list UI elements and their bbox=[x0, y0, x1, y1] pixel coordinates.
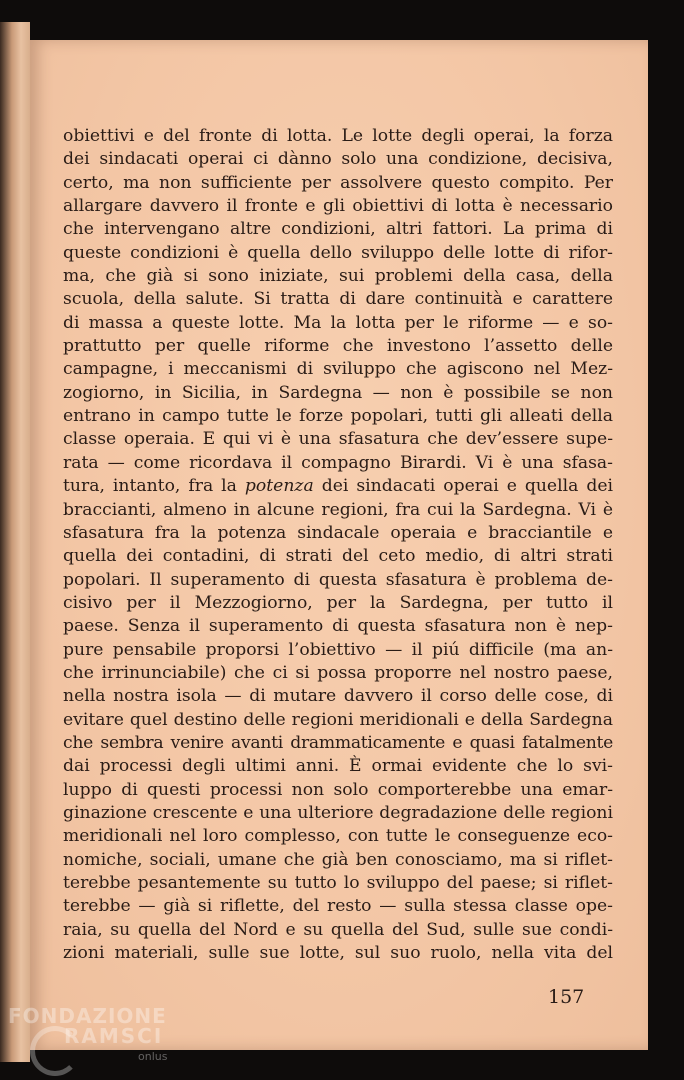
text-line: obiettivi e del fronte di lotta. Le lotte degli operai, la forza bbox=[63, 126, 613, 146]
text-line: paese. Senza il superamento di questa sfasatura non è nep- bbox=[63, 616, 613, 637]
text-line: popolari. Il superamento di questa sfasatura è problema de- bbox=[63, 569, 613, 590]
text-line: certo, ma non sufficiente per assolvere questo compito. Per bbox=[63, 172, 613, 193]
watermark-gramsci: RAMSCI bbox=[64, 1024, 164, 1048]
text-line: terebbe — già si riflette, del resto — sulla stessa classe ope- bbox=[63, 896, 613, 917]
text-line: nella nostra isola — di mutare davvero il corso delle cose, di bbox=[63, 686, 613, 707]
text-line: di massa a queste lotte. Ma la lotta per le riforme — e so- bbox=[63, 312, 613, 333]
text-line: quella dei contadini, di strati del ceto medio, di altri strati bbox=[63, 546, 613, 567]
text-line: evitare quel destino delle regioni meridionali e della Sardegna bbox=[63, 709, 613, 730]
text-line: dai processi degli ultimi anni. È ormai evidente che lo svi- bbox=[63, 756, 613, 777]
text-line: dei sindacati operai ci dànno solo una condizione, decisiva, bbox=[63, 149, 613, 170]
text-line: zogiorno, in Sicilia, in Sardegna — non è possibile se non bbox=[63, 382, 613, 403]
text-line: zioni materiali, sulle sue lotte, sul suo ruolo, nella vita del bbox=[63, 943, 613, 964]
text-line: sfasatura fra la potenza sindacale operaia e bracciantile e bbox=[63, 522, 613, 543]
text-line: cisivo per il Mezzogiorno, per la Sardegna, per tutto il bbox=[63, 592, 613, 613]
text-line: luppo di questi processi non solo comporterebbe una emar- bbox=[63, 779, 613, 800]
text-line: meridionali nel loro complesso, con tutte le conseguenze eco- bbox=[63, 826, 613, 847]
text-line: che sembra venire avanti drammaticamente e quasi fatalmente bbox=[63, 732, 613, 753]
text-line: nomiche, sociali, umane che già ben conosciamo, ma si riflet- bbox=[63, 849, 613, 870]
text-line: allargare davvero il fronte e gli obiettivi di lotta è necessario bbox=[63, 196, 613, 217]
text-line: prattutto per quelle riforme che investono l’assetto delle bbox=[63, 336, 613, 357]
text-line: scuola, della salute. Si tratta di dare continuità e carattere bbox=[63, 289, 613, 310]
text-line: ginazione crescente e una ulteriore degradazione delle regioni bbox=[63, 802, 613, 823]
text-line: terebbe pesantemente su tutto lo sviluppo del paese; si riflet- bbox=[63, 873, 613, 893]
text-line: che intervengano altre condizioni, altri fattori. La prima di bbox=[63, 219, 613, 240]
text-line: rata — come ricordava il compagno Birardi. Vi è una sfasa- bbox=[63, 452, 613, 473]
watermark-logo bbox=[30, 1026, 180, 1070]
watermark-fondazione: FONDAZIONE bbox=[8, 1004, 167, 1028]
text-line: entrano in campo tutte le forze popolari, tutti gli alleati della bbox=[63, 406, 613, 427]
book-spine bbox=[0, 22, 30, 1062]
body-text bbox=[63, 125, 613, 965]
text-segment: dei sindacati operai e quella dei bbox=[321, 476, 613, 497]
text-line: che irrinunciabile) che ci si possa proporre nel nostro paese, bbox=[63, 662, 613, 683]
text-line-with-italic bbox=[63, 475, 613, 498]
italic-word: potenza bbox=[244, 476, 314, 497]
text-line: pure pensabile proporsi l’obiettivo — il piú difficile (ma an- bbox=[63, 639, 613, 660]
text-line: braccianti, almeno in alcune regioni, fra cui la Sardegna. Vi è bbox=[63, 499, 613, 520]
book-page bbox=[30, 40, 648, 1050]
page-number: 157 bbox=[548, 986, 585, 1008]
watermark-onlus: onlus bbox=[138, 1050, 168, 1063]
text-line: raia, su quella del Nord e su quella del Sud, sulle sue condi- bbox=[63, 919, 613, 940]
text-line: ma, che già si sono iniziate, sui problemi della casa, della bbox=[63, 266, 613, 287]
text-line: classe operaia. E qui vi è una sfasatura che dev’essere supe- bbox=[63, 429, 613, 450]
text-line: queste condizioni è quella dello sviluppo delle lotte di rifor- bbox=[63, 242, 613, 263]
text-segment: tura, intanto, fra la bbox=[63, 476, 237, 497]
text-line: campagne, i meccanismi di sviluppo che agiscono nel Mez- bbox=[63, 359, 613, 380]
